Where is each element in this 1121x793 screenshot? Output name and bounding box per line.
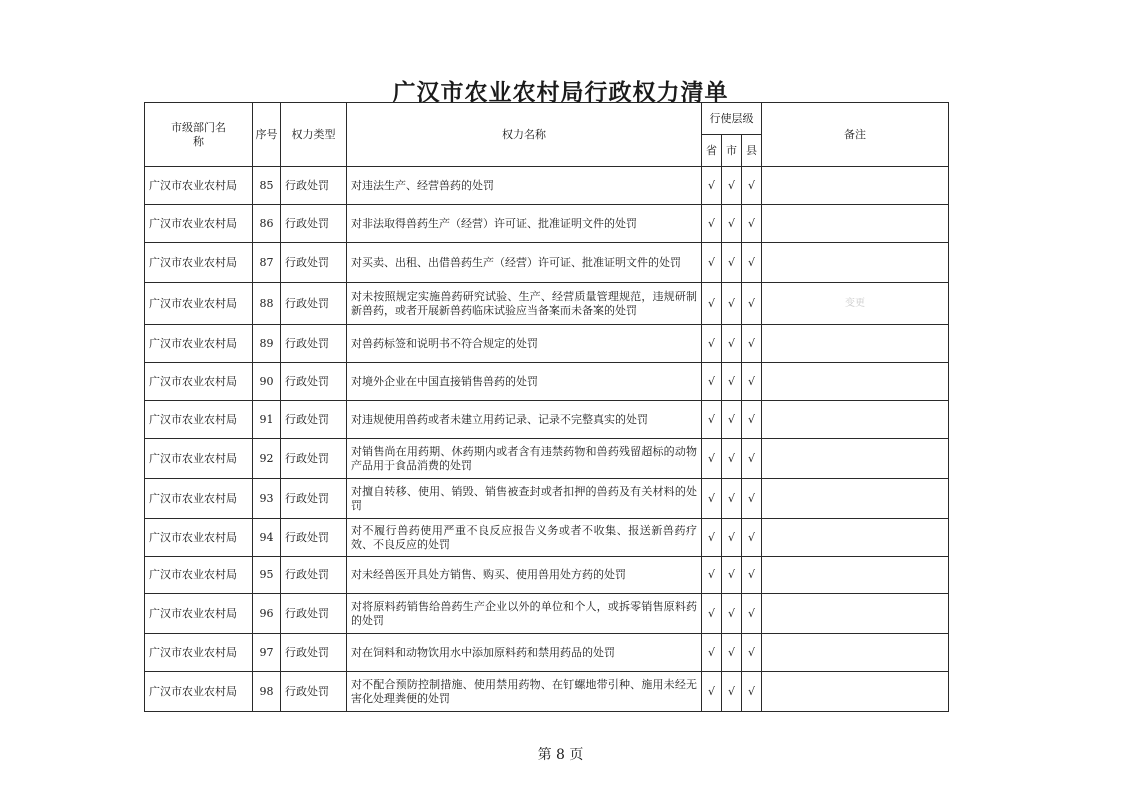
- cell-type: 行政处罚: [281, 243, 347, 283]
- cell-level-city: √: [722, 363, 742, 401]
- cell-level-county: √: [742, 167, 762, 205]
- cell-seq: 88: [253, 283, 281, 325]
- cell-note: [762, 479, 949, 519]
- cell-note: [762, 519, 949, 557]
- cell-level-province: √: [702, 167, 722, 205]
- table-row: [145, 519, 949, 557]
- cell-type: 行政处罚: [281, 401, 347, 439]
- cell-note: [762, 557, 949, 594]
- cell-level-province: √: [702, 594, 722, 634]
- cell-level-province: √: [702, 557, 722, 594]
- table-row: [145, 243, 949, 283]
- cell-type: 行政处罚: [281, 325, 347, 363]
- cell-power-name: 对擅自转移、使用、销毁、销售被查封或者扣押的兽药及有关材料的处罚: [347, 479, 702, 519]
- cell-power-name: 对不配合预防控制措施、使用禁用药物、在钉螺地带引种、施用未经无害化处理粪便的处罚: [347, 672, 702, 712]
- cell-seq: 85: [253, 167, 281, 205]
- cell-level-province: √: [702, 243, 722, 283]
- cell-type: 行政处罚: [281, 594, 347, 634]
- cell-level-city: √: [722, 594, 742, 634]
- cell-level-city: √: [722, 243, 742, 283]
- cell-level-county: √: [742, 519, 762, 557]
- cell-note: [762, 167, 949, 205]
- cell-seq: 86: [253, 205, 281, 243]
- cell-level-county: √: [742, 325, 762, 363]
- table-row: [145, 557, 949, 594]
- cell-level-city: √: [722, 634, 742, 672]
- cell-level-province: √: [702, 439, 722, 479]
- cell-type: 行政处罚: [281, 167, 347, 205]
- table-row: [145, 205, 949, 243]
- cell-dept: 广汉市农业农村局: [145, 243, 253, 283]
- cell-power-name: 对违规使用兽药或者未建立用药记录、记录不完整真实的处罚: [347, 401, 702, 439]
- cell-type: 行政处罚: [281, 283, 347, 325]
- cell-level-province: √: [702, 634, 722, 672]
- cell-level-county: √: [742, 363, 762, 401]
- cell-level-county: √: [742, 401, 762, 439]
- cell-type: 行政处罚: [281, 519, 347, 557]
- cell-dept: 广汉市农业农村局: [145, 557, 253, 594]
- cell-seq: 91: [253, 401, 281, 439]
- cell-power-name: 对非法取得兽药生产（经营）许可证、批准证明文件的处罚: [347, 205, 702, 243]
- cell-power-name: 对兽药标签和说明书不符合规定的处罚: [347, 325, 702, 363]
- cell-level-city: √: [722, 283, 742, 325]
- cell-level-province: √: [702, 401, 722, 439]
- table-row: [145, 439, 949, 479]
- cell-type: 行政处罚: [281, 363, 347, 401]
- cell-level-city: √: [722, 325, 742, 363]
- cell-dept: 广汉市农业农村局: [145, 634, 253, 672]
- cell-level-province: √: [702, 363, 722, 401]
- table-row: [145, 363, 949, 401]
- cell-dept: 广汉市农业农村局: [145, 205, 253, 243]
- cell-level-province: √: [702, 672, 722, 712]
- cell-power-name: 对境外企业在中国直接销售兽药的处罚: [347, 363, 702, 401]
- cell-note: [762, 634, 949, 672]
- cell-type: 行政处罚: [281, 557, 347, 594]
- cell-level-province: √: [702, 325, 722, 363]
- cell-note: [762, 325, 949, 363]
- cell-seq: 89: [253, 325, 281, 363]
- cell-level-province: √: [702, 205, 722, 243]
- page-footer: 第 8 页: [537, 747, 584, 763]
- cell-level-city: √: [722, 519, 742, 557]
- cell-type: 行政处罚: [281, 205, 347, 243]
- cell-level-county: √: [742, 243, 762, 283]
- cell-seq: 90: [253, 363, 281, 401]
- table-row: [145, 325, 949, 363]
- cell-note: [762, 363, 949, 401]
- cell-dept: 广汉市农业农村局: [145, 167, 253, 205]
- cell-dept: 广汉市农业农村局: [145, 672, 253, 712]
- cell-level-province: √: [702, 519, 722, 557]
- cell-type: 行政处罚: [281, 672, 347, 712]
- cell-note: [762, 594, 949, 634]
- cell-dept: 广汉市农业农村局: [145, 519, 253, 557]
- cell-dept: 广汉市农业农村局: [145, 594, 253, 634]
- cell-seq: 93: [253, 479, 281, 519]
- cell-power-name: 对在饲料和动物饮用水中添加原料药和禁用药品的处罚: [347, 634, 702, 672]
- table-row: [145, 283, 949, 325]
- cell-power-name: 对未按照规定实施兽药研究试验、生产、经营质量管理规范，违规研制新兽药，或者开展新兽药临床试验应当备案而未备案的处罚: [347, 283, 702, 325]
- table-row: [145, 479, 949, 519]
- cell-level-city: √: [722, 205, 742, 243]
- cell-dept: 广汉市农业农村局: [145, 439, 253, 479]
- header-level-city: 市: [722, 135, 742, 167]
- cell-level-county: √: [742, 439, 762, 479]
- cell-power-name: 对不履行兽药使用严重不良反应报告义务或者不收集、报送新兽药疗效、不良反应的处罚: [347, 519, 702, 557]
- cell-power-name: 对违法生产、经营兽药的处罚: [347, 167, 702, 205]
- cell-seq: 95: [253, 557, 281, 594]
- cell-level-county: √: [742, 557, 762, 594]
- header-name: 权力名称: [347, 103, 702, 167]
- header-level-province: 省: [702, 135, 722, 167]
- cell-seq: 92: [253, 439, 281, 479]
- table-row: [145, 634, 949, 672]
- cell-level-city: √: [722, 167, 742, 205]
- cell-seq: 87: [253, 243, 281, 283]
- cell-power-name: 对买卖、出租、出借兽药生产（经营）许可证、批准证明文件的处罚: [347, 243, 702, 283]
- cell-dept: 广汉市农业农村局: [145, 363, 253, 401]
- table-row: [145, 167, 949, 205]
- cell-level-county: √: [742, 205, 762, 243]
- cell-power-name: 对销售尚在用药期、休药期内或者含有违禁药物和兽药残留超标的动物产品用于食品消费的处罚: [347, 439, 702, 479]
- cell-seq: 98: [253, 672, 281, 712]
- cell-type: 行政处罚: [281, 479, 347, 519]
- cell-note: [762, 283, 949, 325]
- cell-level-city: √: [722, 557, 742, 594]
- cell-level-county: √: [742, 672, 762, 712]
- cell-seq: 97: [253, 634, 281, 672]
- cell-note: [762, 401, 949, 439]
- cell-type: 行政处罚: [281, 634, 347, 672]
- cell-type: 行政处罚: [281, 439, 347, 479]
- table-row: [145, 594, 949, 634]
- header-dept: 市级部门名称: [145, 103, 253, 167]
- table-row: [145, 672, 949, 712]
- cell-note: [762, 205, 949, 243]
- cell-seq: 96: [253, 594, 281, 634]
- cell-power-name: 对将原料药销售给兽药生产企业以外的单位和个人，或拆零销售原料药的处罚: [347, 594, 702, 634]
- cell-level-city: √: [722, 479, 742, 519]
- cell-power-name: 对未经兽医开具处方销售、购买、使用兽用处方药的处罚: [347, 557, 702, 594]
- cell-level-province: √: [702, 283, 722, 325]
- cell-dept: 广汉市农业农村局: [145, 325, 253, 363]
- power-list-table: [144, 102, 949, 712]
- header-type: 权力类型: [281, 103, 347, 167]
- cell-level-city: √: [722, 439, 742, 479]
- cell-seq: 94: [253, 519, 281, 557]
- cell-level-province: √: [702, 479, 722, 519]
- cell-level-county: √: [742, 594, 762, 634]
- cell-dept: 广汉市农业农村局: [145, 283, 253, 325]
- cell-level-county: √: [742, 283, 762, 325]
- cell-note: [762, 439, 949, 479]
- page-title: 广汉市农业农村局行政权力清单: [392, 80, 729, 106]
- note-text: 变更: [845, 298, 865, 309]
- cell-dept: 广汉市农业农村局: [145, 401, 253, 439]
- header-levels-group: 行使层级: [702, 103, 762, 135]
- header-level-county: 县: [742, 135, 762, 167]
- cell-note: [762, 243, 949, 283]
- cell-level-city: √: [722, 401, 742, 439]
- header-note: 备注: [762, 103, 949, 167]
- cell-dept: 广汉市农业农村局: [145, 479, 253, 519]
- cell-level-county: √: [742, 479, 762, 519]
- table-row: [145, 401, 949, 439]
- cell-level-county: √: [742, 634, 762, 672]
- cell-level-city: √: [722, 672, 742, 712]
- header-seq: 序号: [253, 103, 281, 167]
- cell-note: [762, 672, 949, 712]
